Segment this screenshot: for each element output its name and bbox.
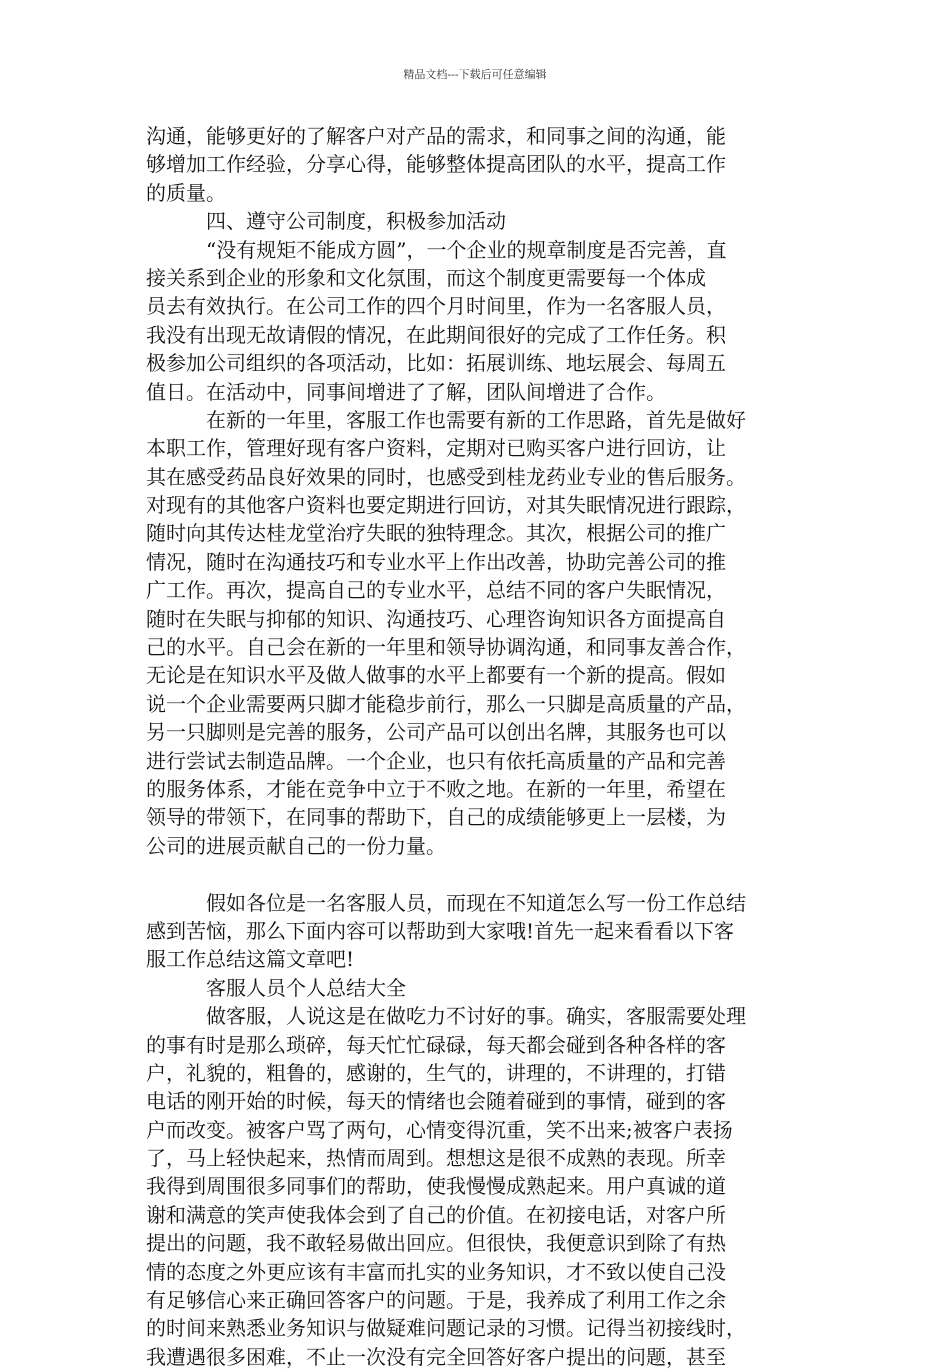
text-line: 广工作。再次，提高自己的专业水平，总结不同的客户失眠情况，	[146, 578, 726, 603]
text-line: 其在感受药品良好效果的同时，也感受到桂龙药业专业的售后服务。	[146, 464, 746, 489]
text-line: 员去有效执行。在公司工作的四个月时间里，作为一名客服人员，	[146, 294, 726, 319]
text-line: 的事有时是那么琐碎，每天忙忙碌碌，每天都会碰到各种各样的客	[146, 1032, 726, 1057]
text-line: 情况，随时在沟通技巧和专业水平上作出改善，协助完善公司的推	[146, 549, 726, 574]
text-line: 户而改变。被客户骂了两句，心情变得沉重，笑不出来;被客户表扬	[146, 1117, 733, 1142]
text-line: 我没有出现无故请假的情况，在此期间很好的完成了工作任务。积	[146, 322, 726, 347]
text-line: 感到苦恼，那么下面内容可以帮助到大家哦!首先一起来看看以下客	[146, 918, 735, 943]
text-line: 接关系到企业的形象和文化氛围，而这个制度更需要每一个体成	[146, 265, 706, 290]
text-line: 我得到周围很多同事们的帮助，使我慢慢成熟起来。用户真诚的道	[146, 1174, 726, 1199]
text-line: 随时在失眠与抑郁的知识、沟通技巧、心理咨询知识各方面提高自	[146, 606, 726, 631]
text-line: 四、遵守公司制度，积极参加活动	[146, 209, 506, 234]
text-line: 无论是在知识水平及做人做事的水平上都要有一个新的提高。假如	[146, 663, 726, 688]
text-line: 户，礼貌的，粗鲁的，感谢的，生气的，讲理的，不讲理的，打错	[146, 1060, 726, 1085]
document-body	[146, 122, 806, 1371]
text-line: 对现有的其他客户资料也要定期进行回访，对其失眠情况进行跟踪，	[146, 493, 746, 518]
text-line: 的时间来熟悉业务知识与做疑难问题记录的习惯。记得当初接线时，	[146, 1316, 746, 1341]
text-line: 谢和满意的笑声使我体会到了自己的价值。在初接电话，对客户所	[146, 1202, 726, 1227]
text-line: 客服人员个人总结大全	[146, 975, 406, 1000]
text-line: 进行尝试去制造品牌。一个企业，也只有依托高质量的产品和完善	[146, 748, 726, 773]
text-line: 公司的进展贡献自己的一份力量。	[146, 833, 446, 858]
text-line: 提出的问题，我不敢轻易做出回应。但很快，我便意识到除了有热	[146, 1231, 726, 1256]
text-line: 值日。在活动中，同事间增进了了解，团队间增进了合作。	[146, 379, 666, 404]
text-line: 服工作总结这篇文章吧!	[146, 947, 355, 972]
text-line: 说一个企业需要两只脚才能稳步前行，那么一只脚是高质量的产品，	[146, 691, 746, 716]
text-line: 领导的带领下，在同事的帮助下，自己的成绩能够更上一层楼，为	[146, 805, 726, 830]
text-line: 情的态度之外更应该有丰富而扎实的业务知识，才不致以使自己没	[146, 1259, 726, 1284]
text-line: 了，马上轻快起来，热情而周到。想想这是很不成熟的表现。所幸	[146, 1146, 726, 1171]
text-line: 本职工作，管理好现有客户资料，定期对已购买客户进行回访，让	[146, 436, 726, 461]
text-line: 假如各位是一名客服人员，而现在不知道怎么写一份工作总结	[146, 890, 746, 915]
text-line: 在新的一年里，客服工作也需要有新的工作思路，首先是做好	[146, 407, 746, 432]
text-line: 极参加公司组织的各项活动，比如：拓展训练、地坛展会、每周五	[146, 351, 726, 376]
page-header: 精品文档---下载后可任意编辑	[403, 68, 547, 81]
text-line: “没有规矩不能成方圆”，一个企业的规章制度是否完善，直	[146, 237, 727, 262]
text-line: 的服务体系，才能在竞争中立于不败之地。在新的一年里，希望在	[146, 776, 726, 801]
text-line: 我遭遇很多困难，不止一次没有完全回答好客户提出的问题，甚至	[146, 1344, 726, 1369]
text-line: 己的水平。自己会在新的一年里和领导协调沟通，和同事友善合作，	[146, 635, 746, 660]
text-line: 沟通，能够更好的了解客户对产品的需求，和同事之间的沟通，能	[146, 124, 726, 148]
text-line: 做客服，人说这是在做吃力不讨好的事。确实，客服需要处理	[146, 1004, 746, 1029]
text-line: 有足够信心来正确回答客户的问题。于是，我养成了利用工作之余	[146, 1288, 726, 1313]
text-line: 另一只脚则是完善的服务，公司产品可以创出名牌，其服务也可以	[146, 720, 726, 745]
text-line: 的质量。	[146, 180, 226, 205]
text-line: 够增加工作经验，分享心得，能够整体提高团队的水平，提高工作	[146, 152, 726, 177]
text-line: 随时向其传达桂龙堂治疗失眠的独特理念。其次，根据公司的推广	[146, 521, 726, 546]
text-line: 电话的刚开始的时候，每天的情绪也会随着碰到的事情，碰到的客	[146, 1089, 726, 1114]
blank-line	[146, 860, 806, 888]
